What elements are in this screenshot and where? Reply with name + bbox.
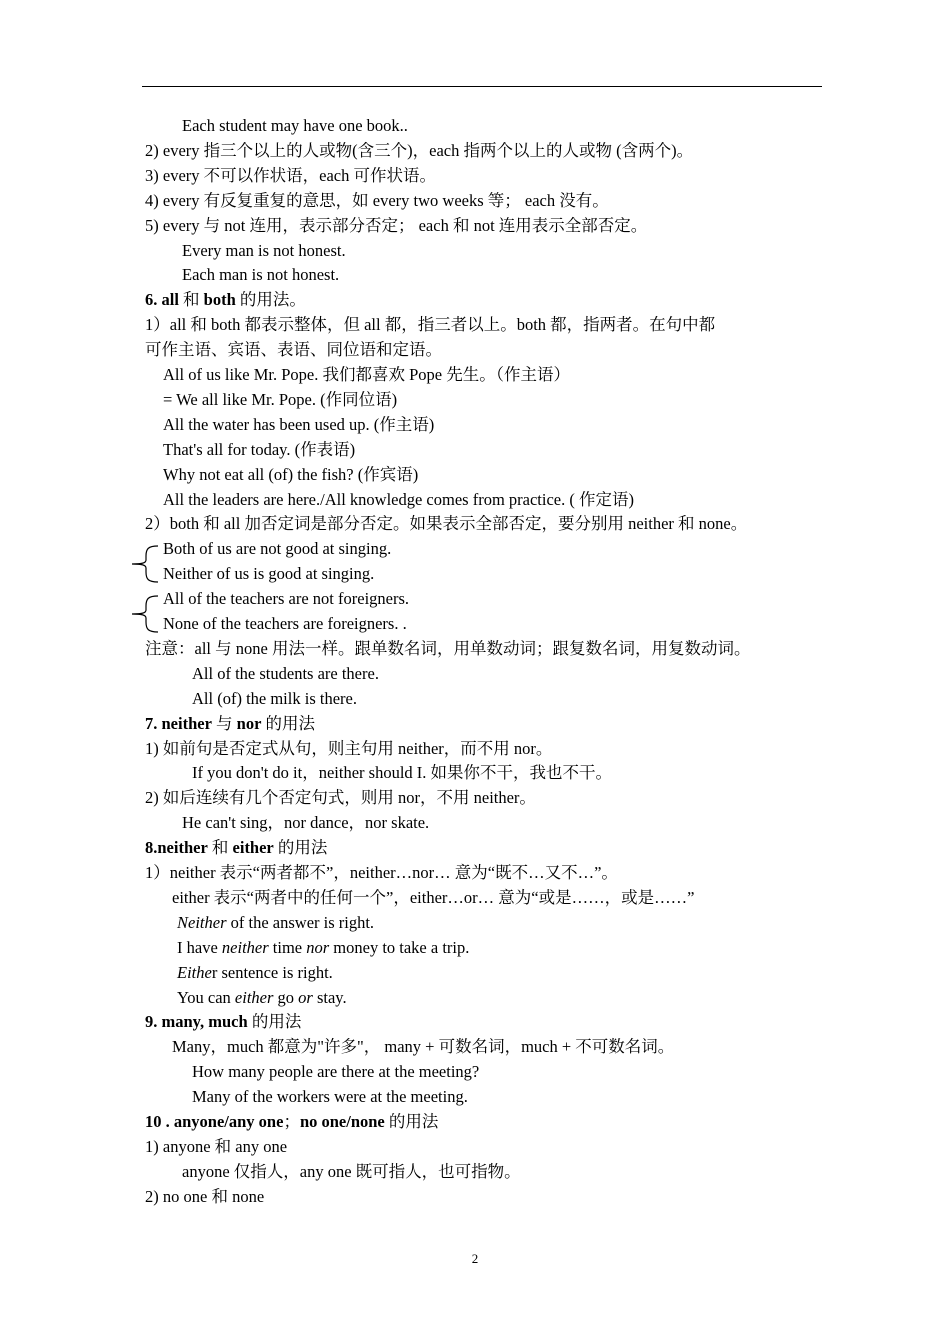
text-span: 8.neither: [145, 838, 208, 858]
text-span: either: [232, 838, 274, 858]
text-span: None of the teachers are foreigners. .: [163, 614, 407, 633]
text-line: [163, 589, 409, 609]
text-line: [163, 614, 407, 634]
text-span: nor: [306, 937, 330, 957]
text-span: r sentence is right.: [211, 962, 333, 982]
text-span: I have: [177, 937, 222, 957]
text-span: 的用法: [384, 1112, 439, 1131]
text-line: [145, 340, 442, 360]
text-line: [145, 191, 609, 211]
text-span: He can't sing，nor dance，nor skate.: [182, 813, 430, 833]
text-span: All of us like Mr. Pope. 我们都喜欢 Pope 先生。（作主语）: [163, 365, 570, 384]
text-span: anyone 仅指人，any one 既可指人，也可指物。: [182, 1161, 521, 1181]
header-rule: [142, 86, 822, 87]
text-line: [145, 290, 306, 310]
text-span: 的用法: [261, 713, 316, 733]
text-span: or: [298, 987, 313, 1007]
text-span: go: [273, 987, 299, 1007]
text-line: [163, 415, 434, 435]
text-span: 可作主语、宾语、表语、同位语和定语。: [145, 340, 442, 360]
text-span: Why not eat all (of) the fish? (作宾语): [163, 464, 419, 484]
page-number: 2: [471, 1251, 479, 1266]
text-span: 2) no one 和 none: [145, 1186, 265, 1206]
text-line: [182, 813, 429, 833]
text-span: nor: [236, 713, 262, 733]
text-span: neither: [221, 937, 269, 957]
text-line: [192, 664, 379, 684]
text-span: Neither: [177, 912, 227, 932]
text-line: [177, 938, 469, 958]
text-span: either 表示“两者中的任何一个”，either…or… 意为“或是……，或是……”: [172, 887, 695, 907]
text-span: Neither of us is good at singing.: [163, 564, 375, 584]
text-span: All of the teachers are not foreigners.: [163, 589, 410, 609]
text-span: 和: [178, 290, 204, 310]
text-line: [145, 514, 747, 534]
text-span: If you don't do it，neither should I. 如果你不干，我也不干。: [192, 763, 613, 783]
text-line: [145, 216, 647, 236]
text-line: [172, 888, 694, 908]
text-span: either: [234, 987, 274, 1007]
text-line: [177, 963, 333, 983]
brace-icon: [128, 594, 162, 634]
text-line: [145, 166, 436, 186]
text-line: [182, 1162, 521, 1182]
text-line: [145, 1137, 287, 1157]
text-span: All the water has been used up. (作主语): [163, 414, 435, 434]
text-line: [163, 490, 634, 510]
text-span: 1) 如前句是否定式从句，则主句用 neither，而不用 nor。: [145, 738, 553, 758]
text-line: [145, 1112, 438, 1132]
text-span: 的用法。: [235, 290, 306, 310]
text-line: [145, 1187, 264, 1207]
text-span: 7. neither: [145, 713, 212, 733]
text-span: 10 . anyone/any one: [145, 1112, 284, 1131]
text-line: [182, 241, 346, 261]
text-span: 2) 如后连续有几个否定句式，则用 nor，不用 neither。: [145, 788, 536, 808]
text-span: ；: [283, 1112, 300, 1131]
text-line: [145, 639, 750, 659]
text-span: stay.: [312, 987, 347, 1007]
text-span: Every man is not honest.: [182, 240, 346, 260]
text-line: [172, 1037, 674, 1057]
text-line: [192, 763, 612, 783]
text-line: [163, 465, 418, 485]
text-span: You can: [177, 987, 235, 1007]
text-span: 1）all 和 both 都表示整体，但 all 都，指三者以上。both 都，指两者。在句中都: [145, 315, 716, 335]
text-span: 9. many, much: [145, 1012, 248, 1032]
text-span: 6. all: [145, 290, 179, 310]
text-line: [145, 788, 536, 808]
text-span: time: [268, 937, 307, 957]
text-span: All (of) the milk is there.: [192, 688, 357, 708]
text-span: 注意：all 与 none 用法一样。跟单数名词，用单数动词；跟复数名词，用复数动词。: [145, 638, 751, 658]
text-span: 和: [207, 838, 233, 858]
text-line: [192, 689, 357, 709]
text-span: 的用法: [247, 1012, 302, 1032]
text-line: [192, 1087, 468, 1107]
text-line: [192, 1062, 479, 1082]
text-span: That's all for today. (作表语): [163, 439, 356, 459]
text-span: of the answer is right.: [226, 912, 375, 932]
text-span: Eithe: [177, 962, 212, 982]
text-span: All of the students are there.: [192, 663, 379, 683]
text-line: [163, 440, 355, 460]
text-span: All the leaders are here./All knowledge comes from practice. ( 作定语): [163, 489, 634, 509]
text-span: Each man is not honest.: [182, 265, 340, 285]
text-span: 与: [211, 713, 237, 733]
text-line: [163, 365, 570, 385]
text-span: 5) every 与 not 连用，表示部分否定； each 和 not 连用表示全部否定。: [145, 215, 648, 235]
text-span: no one/none: [299, 1112, 385, 1131]
text-span: 3) every 不可以作状语，each 可作状语。: [145, 165, 436, 185]
text-line: [145, 714, 315, 734]
text-line: [145, 863, 618, 883]
text-line: [177, 988, 347, 1008]
text-span: Many，much 都意为"许多"， many + 可数名词，much + 不可数名词。: [172, 1037, 675, 1057]
text-span: 1) anyone 和 any one: [145, 1136, 288, 1156]
text-line: [145, 141, 693, 161]
text-line: [163, 390, 397, 410]
text-line: [145, 838, 327, 858]
text-span: = We all like Mr. Pope. (作同位语): [163, 389, 398, 409]
text-line: [163, 564, 374, 584]
text-span: How many people are there at the meeting?: [192, 1062, 480, 1082]
text-line: [145, 315, 715, 335]
text-span: Both of us are not good at singing.: [163, 539, 392, 559]
text-span: 1）neither 表示“两者都不”，neither…nor… 意为“既不…又不…”。: [145, 863, 618, 882]
text-span: 的用法: [273, 838, 328, 858]
text-span: Each student may have one book..: [182, 116, 408, 135]
text-line: [177, 913, 374, 933]
text-span: both: [203, 290, 236, 310]
text-line: [145, 739, 552, 759]
brace-icon: [128, 544, 162, 584]
text-line: [145, 1012, 301, 1032]
text-line: [182, 116, 408, 136]
text-line: [182, 265, 339, 285]
text-span: Many of the workers were at the meeting.: [192, 1087, 468, 1107]
text-span: 4) every 有反复重复的意思，如 every two weeks 等； each 没有。: [145, 190, 609, 210]
text-span: 2）both 和 all 加否定词是部分否定。如果表示全部否定，要分别用 neither 和 none。: [145, 514, 748, 534]
text-span: 2) every 指三个以上的人或物(含三个)，each 指两个以上的人或物 (含两个)。: [145, 140, 694, 160]
text-span: money to take a trip.: [329, 937, 470, 957]
text-line: [163, 539, 391, 559]
